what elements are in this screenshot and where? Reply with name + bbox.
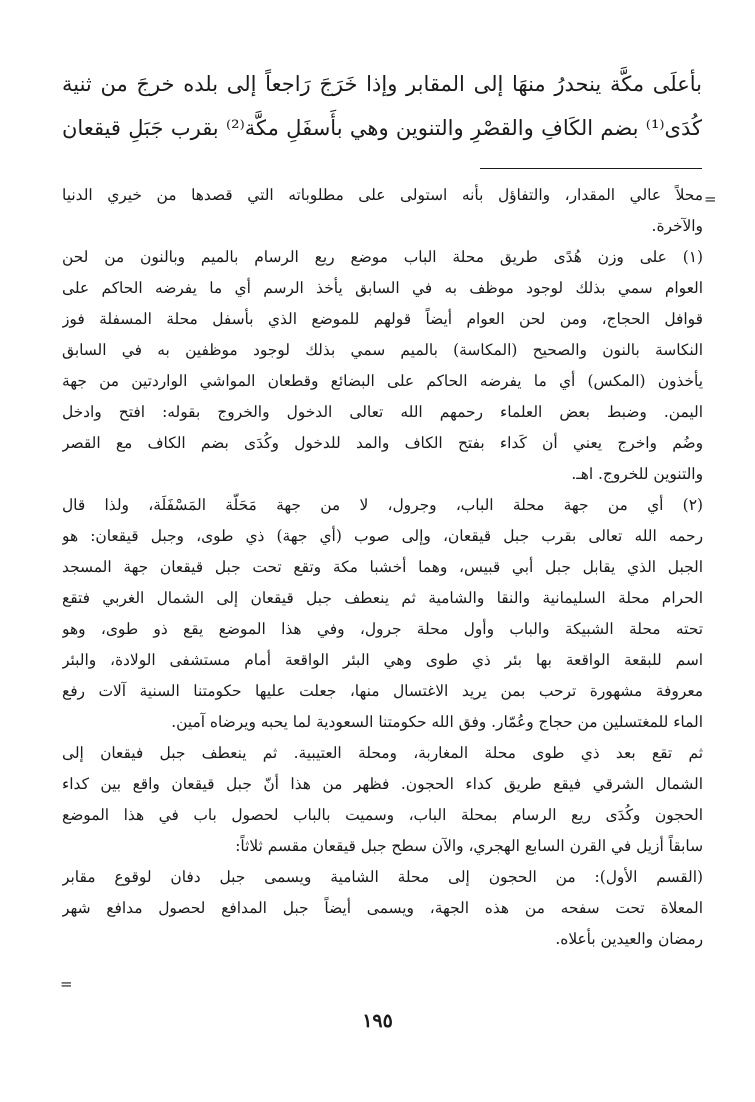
footnote-line: محلاً عالي المقدار، والتفاؤل بأنه استولى على مطلوباته التي قصدها من خيري الدنيا [62, 186, 703, 204]
footnote-line: ثم تقع بعد ذي طوى محلة المغاربة، ومحلة العتيبية. ثم ينعطف جبل فيقعان إلى [62, 744, 703, 762]
footnote-line: تحته محلة الشبيكة والباب وأول محلة جرول، وفي هذا الموضع يقع ذو طوى، وهو [62, 620, 703, 638]
footnote-line: الجبل الذي يقابل جبل أبي قبيس، وهما أخشبا مكة وتقع تحت جبل قيقعان جهة المسجد [62, 558, 703, 576]
main-text-line: كُدَى⁽¹⁾ بضم الكَافِ والقصْرِ والتنوين وهي بأَسفَلِ مكَّة⁽²⁾ بقرب جَبَلِ قيقعان [62, 116, 702, 140]
footnote-line: العوام سمي بذلك لوجود موظف به في السابق يأخذ الرسم أي ما يفرضه الحاكم على [62, 279, 703, 297]
footnote-line: اليمن. وضبط بعض العلماء رحمهم الله تعالى الدخول والخروج بقوله: افتح وادخل [62, 403, 703, 421]
footnote-line: وضُم واخرج يعني أن كَداء بفتح الكاف والمد للدخول وكُدَى بضم الكاف مع القصر [62, 434, 703, 452]
footnote-separator [480, 168, 702, 169]
footnote-line: (القسم الأول): من الحجون إلى محلة الشامية ويسمى جبل دفان لوقوع مقابر [62, 868, 703, 886]
footnote-line: النكاسة بالنون والصحيح (المكاسة) بالميم سمي بذلك لوجود موظفين به في السابق [62, 341, 703, 359]
main-text-line: بأعلَى مكَّة ينحدرُ منهَا إلى المقابر وإذا خَرَجَ رَاجعاً إلى بلده خرجَ من ثنية [62, 72, 702, 96]
footnote-line: قوافل الحجاج، ومن لحن العوام أيضاً قولهم للموضع الذي بأسفل محلة المسفلة فوز [62, 310, 703, 328]
footnote-line: (٢) أي من جهة محلة الباب، وجرول، لا من جهة مَحَلّة المَسْفَلَة، ولذا قال [62, 496, 703, 514]
main-text [62, 62, 702, 150]
footnote-line: الحرام محلة السليمانية والنقا والشامية ثم ينعطف جبل قيقعان إلى الشمال الغربي فتقع [62, 589, 703, 607]
footnote-line: والآخرة. [651, 217, 703, 235]
footnote-line: رمضان والعيدين بأعلاه. [555, 930, 703, 948]
footnote-line: (١) على وزن هُدًى طريق محلة الباب موضع ريع الرسام بالميم وبالنون من لحن [62, 248, 703, 266]
footnote-line: يأخذون (المكس) أي ما يفرضه الحاكم على البضائع وقطعان المواشي الواردتين من جهة [62, 372, 703, 390]
page-number: ١٩٥ [362, 1010, 393, 1032]
footnote-line: الحجون وكُدَى ريع الرسام بمحلة الباب، وسميت بالباب لحصول باب في هذا الموضع [62, 806, 703, 824]
footnote-line: سابقاً أزيل في القرن السابع الهجري، والآن سطح جبل قيقعان مقسم ثلاثاً: [235, 837, 703, 855]
footnote-line: اسم للبقعة الواقعة بها بئر ذي طوى وهي البئر الواقعة أمام مستشفى الولادة، والبئر [62, 651, 703, 669]
continuation-mark-top: = [704, 190, 717, 208]
footnote-line: الماء للمغتسلين من حجاج وعُمّار. وفق الله حكومتنا السعودية لما يحبه ويرضاه آمين. [171, 713, 703, 731]
footnote-line: معروفة مشهورة ترحب بمن يريد الاغتسال منها، جعلت عليها حكومتنا السنية آلات رفع [62, 682, 703, 700]
footnote-line: رحمه الله تعالى بقرب جبل قيقعان، وإلى صوب (أي جهة) ذي طوى، وجبل قيقعان: هو [62, 527, 703, 545]
continuation-mark-bottom: = [60, 975, 73, 993]
footnote-line: الشمال الشرقي فيقع طريق كداء الحجون. فظهر من هذا أنّ جبل قيقعان واقع بين كداء [62, 775, 703, 793]
footnote-line: والتنوين للخروج. اهـ. [571, 465, 703, 483]
footnote-line: المعلاة تحت سفحه من هذه الجهة، ويسمى أيضاً جبل المدافع لحصول مدافع شهر [62, 899, 703, 917]
footnotes [62, 180, 703, 955]
